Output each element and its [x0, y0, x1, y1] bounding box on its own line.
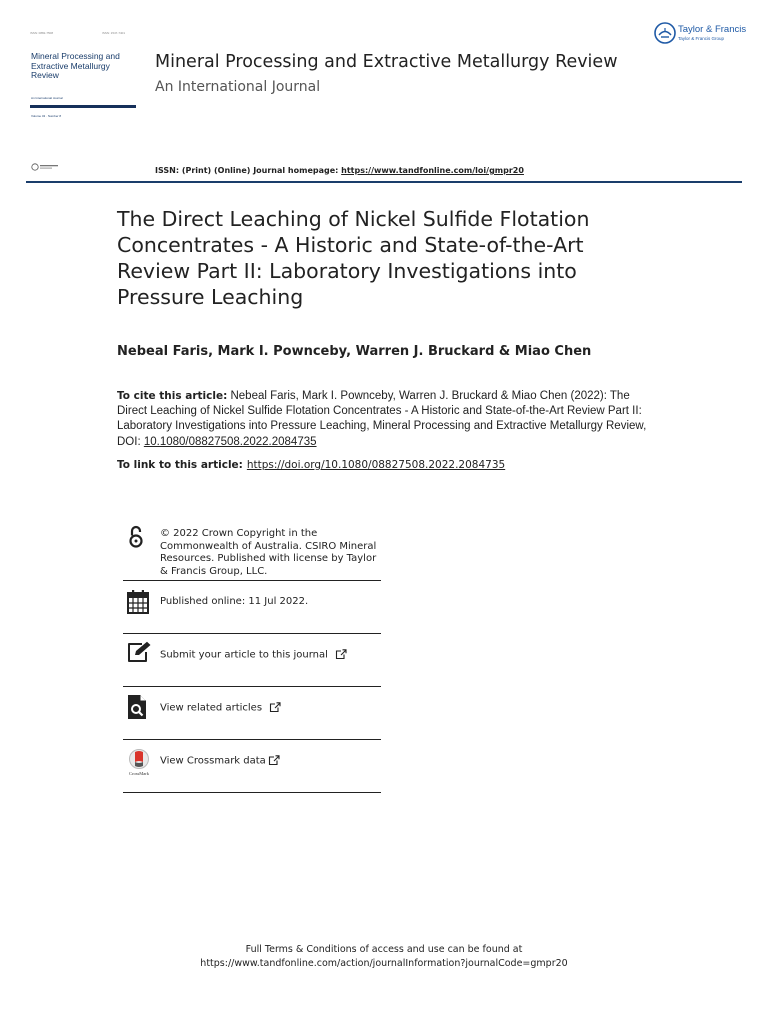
footer-terms-link[interactable]: https://www.tandfonline.com/action/journalInformation?journalCode=gmpr20 — [200, 958, 568, 969]
related-articles-icon — [126, 694, 152, 720]
info-divider — [123, 792, 381, 793]
info-divider — [123, 686, 381, 687]
journal-homepage-link[interactable]: https://www.tandfonline.com/loi/gmpr20 — [341, 166, 524, 175]
cover-issn-online: ISSN: 1547-7401 — [102, 31, 126, 35]
issn-label: ISSN: (Print) (Online) Journal homepage: — [155, 166, 342, 175]
calendar-icon — [126, 589, 152, 615]
journal-subtitle: An International Journal — [155, 79, 321, 95]
article-link-label: To link to this article: — [117, 459, 243, 471]
open-access-icon — [126, 524, 152, 550]
cover-publisher-logo — [31, 158, 61, 166]
publisher-logo[interactable] — [654, 22, 746, 48]
citation-doi-link[interactable]: 10.1080/08827508.2022.2084735 — [143, 435, 317, 448]
citation-text: Nebeal Faris, Mark I. Pownceby, Warren J. Bruckard & Miao Chen (2022): The Direct Leaching of Nickel Sulfide Flotation Concentrates - A Historic and State-of-the-Art Review Part II: Laboratory Investigations into Pressure Leaching, Mineral Processing and Extractive Metallurgy Review, DOI: — [117, 390, 647, 448]
article-title: The Direct Leaching of Nickel Sulfide Flotation Concentrates - A Historic and State-of-the-Art Review Part II: Laboratory Investigations into Pressure Leaching — [117, 207, 590, 309]
related-articles-label: View related articles — [160, 702, 263, 714]
submit-article-label: Submit your article to this journal — [160, 649, 328, 661]
article-doi-link[interactable]: https://doi.org/10.1080/08827508.2022.2084735 — [246, 459, 506, 471]
crossmark-caption: CrossMark — [129, 771, 149, 776]
related-articles-link[interactable] — [160, 702, 281, 715]
published-date: Published online: 11 Jul 2022. — [160, 596, 309, 607]
publisher-name: Taylor & Francis — [678, 24, 747, 35]
issn-line — [155, 166, 524, 175]
submit-article-link[interactable] — [160, 649, 347, 662]
external-link-icon — [269, 702, 281, 713]
cover-title: Mineral Processing and Extractive Metallurgy Review — [31, 51, 120, 80]
cover-issn-row — [30, 31, 136, 37]
article-link-row — [117, 459, 505, 471]
external-link-icon — [268, 755, 280, 766]
license-text: © 2022 Crown Copyright in the Commonwealth of Australia. CSIRO Mineral Resources. Published with license by Taylor & Francis Group, LLC. — [160, 528, 377, 577]
info-divider — [123, 739, 381, 740]
info-divider — [123, 633, 381, 634]
info-divider — [123, 580, 381, 581]
cover-volume: Volume 43 · Number 8 — [31, 114, 62, 118]
edit-icon — [126, 641, 152, 667]
journal-title: Mineral Processing and Extractive Metallurgy Review — [155, 52, 618, 72]
citation-label: To cite this article: — [117, 390, 228, 402]
crossmark-icon — [126, 748, 152, 776]
taylor-francis-logo-icon — [654, 22, 676, 44]
header-divider — [26, 181, 742, 183]
external-link-icon — [335, 649, 347, 660]
cover-issn-print: ISSN: 0882-7508 — [30, 31, 54, 35]
cover-subtitle: An International Journal — [31, 96, 63, 100]
crossmark-label: View Crossmark data — [160, 755, 266, 767]
crossmark-link[interactable] — [160, 755, 280, 768]
article-authors: Nebeal Faris, Mark I. Pownceby, Warren J. Bruckard & Miao Chen — [117, 344, 592, 359]
citation-block — [117, 389, 662, 450]
footer-terms — [0, 943, 768, 971]
cover-bar — [30, 105, 136, 108]
publisher-tagline: Taylor & Francis Group — [678, 36, 725, 41]
footer-line-1: Full Terms & Conditions of access and use can be found at — [245, 944, 523, 955]
